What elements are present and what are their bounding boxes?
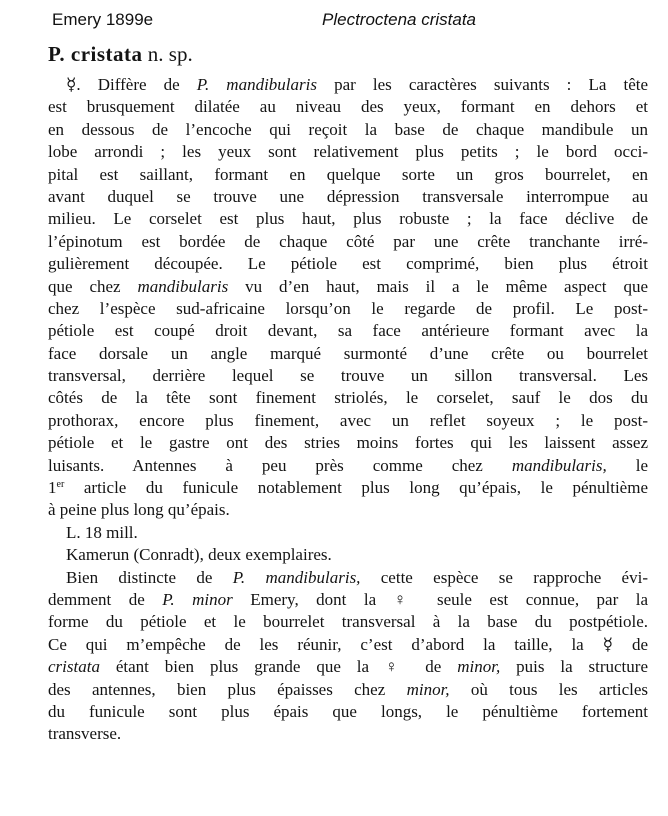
text-run: prothorax, encore plus finement, avec un reflet soyeux ; le post-	[48, 410, 648, 430]
text-line	[48, 208, 648, 230]
text-run: transversal, derrière lequel se trouve un sillon transversal. Les	[48, 366, 648, 386]
italic-term: P. mandibularis	[196, 75, 317, 94]
italic-term: P. mandibularis,	[232, 567, 361, 587]
italic-term: mandibularis,	[511, 455, 607, 475]
header-species: Plectroctena cristata	[322, 10, 477, 29]
header-citation: Emery 1899e	[52, 10, 154, 29]
text-run: pétiole est coupé droit devant, sa face antérieure formant avec la	[48, 321, 648, 341]
text-line	[48, 96, 648, 118]
text-run: côtés de la tête sont finement striolés, le corselet, sauf le dos du	[48, 388, 648, 408]
text-run: demment de	[48, 589, 163, 609]
running-header	[52, 10, 628, 32]
text-line	[48, 723, 648, 745]
text-run: Kamerun (Conradt), deux exemplaires.	[66, 545, 332, 565]
text-run: article du funicule notablement plus long qu’épais, le pénultième	[64, 478, 648, 498]
text-run: luisants. Antennes à peu près comme chez	[48, 455, 512, 475]
italic-term: minor,	[457, 657, 501, 677]
text-run: milieu. Le corselet est plus haut, plus robuste ; la face déclive de	[48, 209, 648, 229]
text-line	[48, 634, 648, 656]
text-run: lobe arrondi ; les yeux sont relativement plus petits ; le bord occi-	[48, 142, 648, 162]
text-run: Emery, dont la ♀ seule est connue, par la	[232, 589, 648, 609]
text-run: transverse.	[48, 724, 122, 744]
italic-term: mandibularis	[137, 276, 229, 296]
text-run: puis la structure	[500, 657, 648, 677]
text-run: où tous les articles	[449, 679, 648, 699]
text-line	[48, 276, 648, 298]
text-run: face dorsale un angle marqué surmonté d’une crête ou bourrelet	[48, 343, 648, 363]
text-run: à peine plus long qu’épais.	[48, 500, 230, 520]
text-line	[48, 455, 648, 477]
text-run: 1	[48, 478, 57, 498]
text-run: L. 18 mill.	[66, 522, 138, 542]
text-line	[48, 343, 648, 365]
text-line	[48, 186, 648, 208]
text-run: cette espèce se rapproche évi-	[360, 567, 648, 587]
text-line	[48, 544, 648, 566]
italic-term: cristata	[48, 657, 100, 677]
text-run: gulièrement découpée. Le pétiole est comprimé, bien plus étroit	[48, 254, 648, 274]
text-line	[48, 522, 648, 544]
superscript: er	[56, 479, 65, 491]
text-run: l’épinotum est bordée de chaque côté par une crête tranchante irré-	[48, 231, 648, 251]
text-line	[48, 387, 648, 409]
text-line	[48, 231, 648, 253]
text-line	[48, 589, 648, 611]
italic-term: minor,	[406, 679, 450, 699]
text-line	[48, 477, 648, 499]
text-run: pital est saillant, formant en quelque sorte un gros bourrelet, en	[48, 164, 648, 184]
text-run: par les caractères suivants : La tête	[316, 75, 649, 94]
text-line	[48, 656, 648, 678]
text-line	[48, 701, 648, 723]
text-line	[48, 253, 648, 275]
text-run: que chez	[48, 276, 138, 296]
text-line	[48, 499, 648, 521]
text-line	[48, 679, 648, 701]
text-run: des antennes, bien plus épaisses chez	[48, 679, 407, 699]
text-run: Bien distincte de	[66, 567, 233, 587]
text-line	[48, 119, 648, 141]
text-line	[48, 164, 648, 186]
text-line	[48, 611, 648, 633]
text-line	[48, 141, 648, 163]
text-run: étant bien plus grande que la ♀ de	[99, 657, 458, 677]
text-run: chez l’espèce sud-africaine lorsqu’on le regarde de profil. Le post-	[48, 298, 648, 318]
text-run: du funicule sont plus épais que longs, le pénultième fortement	[48, 701, 648, 721]
species-status: n. sp.	[147, 42, 193, 66]
text-run: en dessous de l’encoche qui reçoit la base de chaque mandibule un	[48, 119, 648, 139]
text-line	[48, 410, 648, 432]
text-run: pétiole et le gastre ont des stries moins fortes qui les laissent assez	[48, 433, 648, 453]
text-line	[48, 320, 648, 342]
text-line	[48, 567, 648, 589]
text-line	[48, 365, 648, 387]
text-run: est brusquement dilatée au niveau des yeux, formant en dehors et	[48, 97, 648, 117]
species-title	[48, 42, 193, 67]
text-line	[48, 74, 648, 96]
text-run: vu d’en haut, mais il a le même aspect que	[228, 276, 648, 296]
text-run: ☿. Diffère de	[66, 75, 197, 94]
text-line	[48, 432, 648, 454]
text-run: Ce qui m’empêche de les réunir, c’est d’abord la taille, la ☿ de	[48, 634, 648, 654]
text-run: avant duquel se trouve une dépression transversale interrompue au	[48, 186, 648, 206]
text-run: forme du pétiole et le bourrelet transversal à la base du postpétiole.	[48, 612, 648, 632]
species-name: P. cristata	[48, 42, 143, 66]
description-text	[48, 74, 648, 746]
italic-term: P. minor	[162, 589, 233, 609]
text-line	[48, 298, 648, 320]
text-run: le	[606, 455, 648, 475]
